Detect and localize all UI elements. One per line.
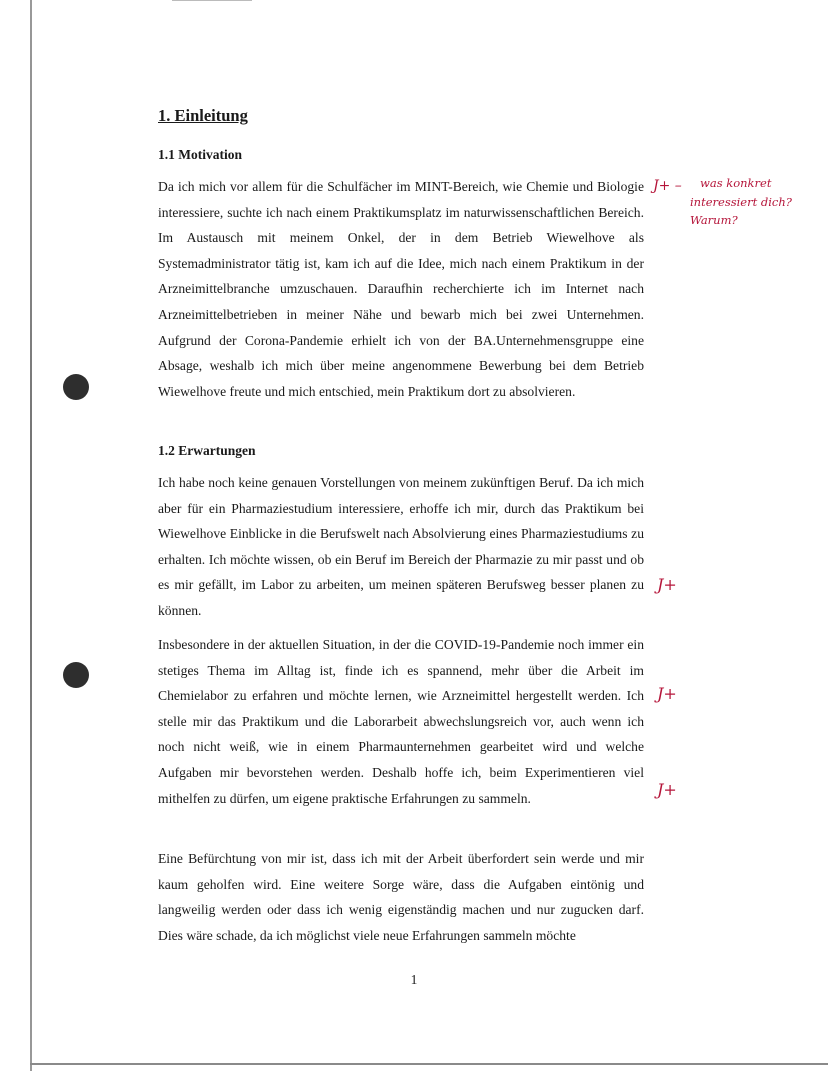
annotation-comment-line: Warum? — [690, 213, 738, 227]
punch-hole-top — [63, 374, 89, 400]
punch-hole-bottom — [63, 662, 89, 688]
annotation-comment-prefix: J+ – — [653, 178, 682, 194]
scan-edge-bottom — [30, 1063, 828, 1065]
scan-edge-left — [30, 0, 32, 1071]
annotation-mark: J+ — [657, 684, 677, 703]
annotation-comment-line: was konkret — [700, 176, 772, 190]
page-number: 1 — [410, 972, 418, 987]
section-erwartungen-body — [158, 470, 644, 624]
annotation-comment-line: interessiert dich? — [690, 195, 792, 209]
paragraph: Da ich mich vor allem für die Schulfächer im MINT-Bereich, wie Chemie und Biologie interessiere, suchte ich nach einem Praktikumsplatz im naturwissenschaftlichen Bereich. Im Austausch mit meinem Onkel, der in dem Betrieb Wiewelhove als Systemadministrator tätig ist, kam ich auf die Idee, mich nach einem Praktikum in der Arzneimittelbranche umzuschauen. Daraufhin recherchierte ich im Internet nach Arzneimittelbetrieben in meiner Nähe und bewarb mich bei zwei Unternehmen. Aufgrund der Corona-Pandemie erhielt ich von der BA.Unternehmensgruppe eine Absage, weshalb ich mich über meine angenommene Bewerbung bei dem Betrieb Wiewelhove freute und mich entschied, mein Praktikum dort zu absolvieren. — [158, 179, 644, 399]
section-erwartungen-body-2 — [158, 632, 644, 811]
section-motivation-body — [158, 174, 644, 404]
annotation-mark: J+ — [657, 780, 677, 799]
scan-mark — [172, 0, 252, 1]
section-title-motivation: 1.1 Motivation — [158, 147, 242, 162]
section-erwartungen-body-3 — [158, 846, 644, 948]
paragraph: Ich habe noch keine genauen Vorstellungen von meinem zukünftigen Beruf. Da ich mich aber für ein Pharmaziestudium interessiere, erhoffe ich mir, durch das Praktikum bei Wiewelhove Einblicke in die Berufswelt nach Absolvierung eines Pharmaziestudiums zu erhalten. Ich möchte wissen, ob ein Beruf im Bereich der Pharmazie zu mir passt und ob es mir gefällt, im Labor zu arbeiten, um meinen späteren Berufsweg besser planen zu können. — [158, 475, 644, 618]
paragraph: Insbesondere in der aktuellen Situation, in der die COVID-19-Pandemie noch immer ein stetiges Thema im Alltag ist, finde ich es spannend, mehr über die Arbeit im Chemielabor zu erfahren und möchte lernen, wie Arzneimittel hergestellt werden. Ich stelle mir das Praktikum und die Laborarbeit abwechslungsreich vor, auch wenn ich noch nicht weiß, wie in einem Pharmaunternehmen gearbeitet wird und welche Aufgaben mir bevorstehen werden. Deshalb hoffe ich, beim Experimentieren viel mithelfen zu dürfen, um eigene praktische Erfahrungen zu sammeln. — [158, 637, 644, 806]
paragraph: Eine Befürchtung von mir ist, dass ich mit der Arbeit überfordert sein werde und mir kaum geholfen wird. Eine weitere Sorge wäre, dass die Aufgaben eintönig und langweilig werden oder dass ich wenig eigenständig machen und nur zugucken darf. Dies wäre schade, da ich möglichst viele neue Erfahrungen sammeln möchte — [158, 851, 644, 943]
page-title: 1. Einleitung — [158, 106, 248, 125]
annotation-mark: J+ — [657, 575, 677, 594]
section-title-erwartungen: 1.2 Erwartungen — [158, 443, 256, 458]
